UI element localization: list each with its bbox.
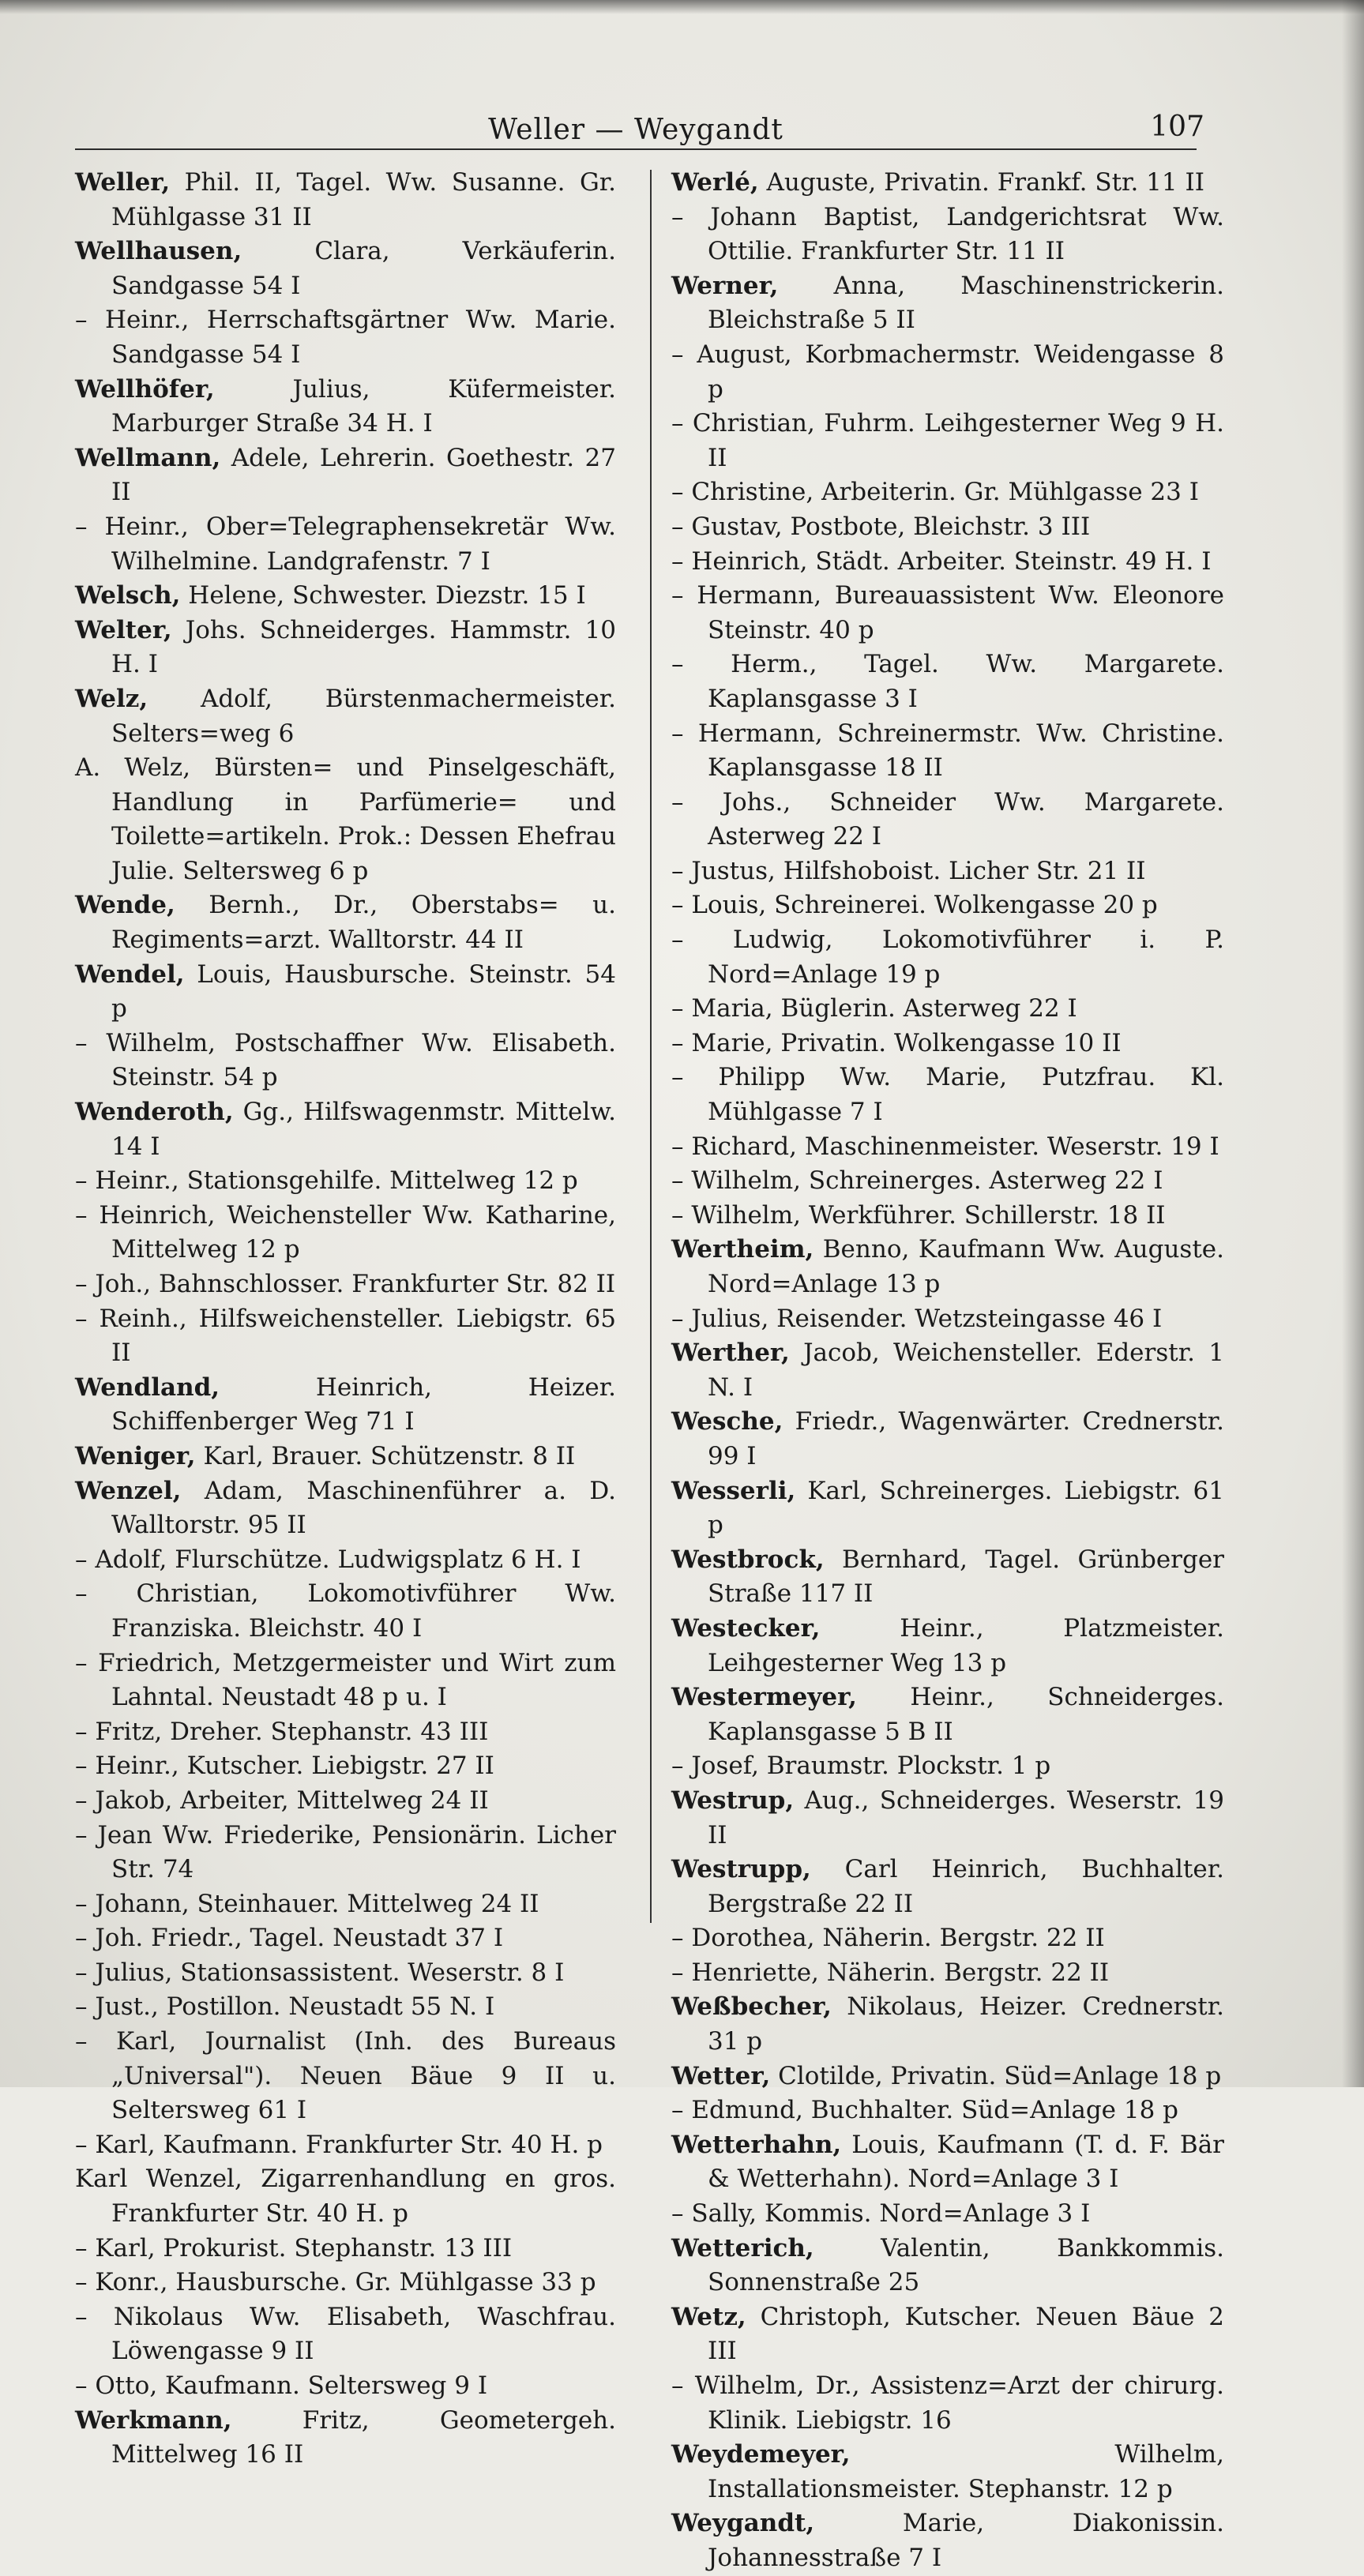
directory-entry (75, 2266, 616, 2300)
entry-details: – Christian, Lokomotivführer Ww. Franziska. Bleichstr. 40 I (75, 1579, 616, 1643)
directory-entry (75, 2300, 616, 2369)
entry-details: Marie, Diakonissin. Johannesstraße 7 I (708, 2509, 1224, 2572)
directory-entry (671, 1956, 1224, 1991)
directory-entry (75, 2232, 616, 2266)
entry-details: – Fritz, Dreher. Stephanstr. 43 III (75, 1717, 489, 1746)
entry-details: A. Welz, Bürsten= und Pinselgeschäft, Handlung in Parfümerie= und Toilette=artikeln. Prok.: Dessen Ehefrau Julie. Seltersweg 6 p (75, 753, 616, 885)
directory-entry (75, 373, 616, 441)
entry-surname: Weller, (75, 168, 171, 197)
directory-entry (671, 648, 1224, 716)
entry-details: Valentin, Bankkommis. Sonnenstraße 25 (708, 2233, 1224, 2297)
left-column (75, 166, 616, 2473)
entry-details: Bernhard, Tagel. Grünberger Straße 117 II (708, 1545, 1224, 1609)
entry-surname: Wetter, (671, 2061, 771, 2090)
directory-entry (75, 888, 616, 957)
directory-entry (671, 338, 1224, 407)
entry-surname: Wenderoth, (75, 1098, 234, 1127)
directory-entry (75, 1543, 616, 1578)
entry-details: – Ludwig, Lokomotivführer i. P. Nord=Anlage 19 p (671, 926, 1224, 989)
entry-surname: Welz, (75, 684, 148, 713)
directory-entry (671, 1784, 1224, 1853)
entry-details: Adolf, Bürstenmachermeister. Selters=weg 6 (111, 684, 616, 748)
directory-entry (75, 1095, 616, 1164)
directory-entry (671, 923, 1224, 992)
directory-entry (671, 2369, 1224, 2438)
directory-entry (671, 1199, 1224, 1234)
entry-details: – Heinr., Ober=Telegraphensekretär Ww. Wilhelmine. Landgrafenstr. 7 I (75, 512, 616, 576)
page-number: 107 (1150, 111, 1204, 143)
directory-entry (75, 1921, 616, 1956)
directory-entry (671, 854, 1224, 889)
entry-details: Heinr., Platzmeister. Leihgesterner Weg 13 p (708, 1613, 1224, 1677)
entry-details: – Jean Ww. Friederike, Pensionärin. Licher Str. 74 (75, 1820, 616, 1884)
directory-entry (75, 682, 616, 751)
entry-details: Louis, Kaufmann (T. d. F. Bär & Wetterhahn). Nord=Anlage 3 I (708, 2130, 1224, 2194)
entry-details: Benno, Kaufmann Ww. Auguste. Nord=Anlage 13 p (708, 1235, 1224, 1298)
entry-details: – Wilhelm, Postschaffner Ww. Elisabeth. Steinstr. 54 p (75, 1028, 616, 1092)
entry-details: Karl, Brauer. Schützenstr. 8 II (195, 1441, 576, 1470)
directory-entry (671, 1061, 1224, 1129)
directory-entry (75, 1715, 616, 1750)
directory-entry (75, 1749, 616, 1784)
directory-entry (75, 235, 616, 303)
entry-details: – Herm., Tagel. Ww. Margarete. Kaplansgasse 3 I (671, 650, 1224, 713)
directory-entry (671, 166, 1224, 201)
entry-details: – Joh. Friedr., Tagel. Neustadt 37 I (75, 1924, 504, 1953)
entry-details: Adam, Maschinenführer a. D. Walltorstr. 95 II (111, 1476, 616, 1540)
entry-details: – Philipp Ww. Marie, Putzfrau. Kl. Mühlgasse 7 I (671, 1063, 1224, 1127)
entry-surname: Wendland, (75, 1372, 220, 1402)
entry-details: – Hermann, Schreinermstr. Ww. Christine. Kaplansgasse 18 II (671, 719, 1224, 783)
directory-entry (75, 303, 616, 372)
entry-surname: Westrupp, (671, 1855, 811, 1884)
entry-details: Louis, Hausbursche. Steinstr. 54 p (111, 959, 616, 1023)
entry-surname: Wetterich, (671, 2233, 814, 2262)
entry-details: – Adolf, Flurschütze. Ludwigsplatz 6 H. I (75, 1545, 581, 1574)
entry-details: Gg., Hilfswagenmstr. Mittelw. 14 I (111, 1098, 616, 1161)
directory-entry (671, 1027, 1224, 1061)
entry-details: – Hermann, Bureauassistent Ww. Eleonore Steinstr. 40 p (671, 581, 1224, 644)
entry-surname: Weniger, (75, 1441, 196, 1470)
directory-entry (75, 2025, 616, 2128)
directory-entry (75, 1027, 616, 1095)
entry-details: Heinr., Schneiderges. Kaplansgasse 5 B II (708, 1683, 1224, 1746)
directory-entry (671, 888, 1224, 923)
entry-surname: Welter, (75, 615, 172, 644)
entry-details: – Wilhelm, Werkführer. Schillerstr. 18 II (671, 1200, 1166, 1230)
entry-details: – Edmund, Buchhalter. Süd=Anlage 18 p (671, 2096, 1179, 2125)
entry-details: – Karl, Kaufmann. Frankfurter Str. 40 H. p (75, 2130, 603, 2159)
entry-details: Helene, Schwester. Diezstr. 15 I (180, 581, 586, 610)
entry-details: Clara, Verkäuferin. Sandgasse 54 I (111, 237, 616, 300)
entry-details: – Josef, Braumstr. Plockstr. 1 p (671, 1752, 1051, 1781)
directory-entry (671, 1405, 1224, 1474)
directory-entry (671, 2438, 1224, 2507)
directory-entry (671, 201, 1224, 269)
entry-surname: Wertheim, (671, 1235, 814, 1264)
entry-surname: Wesserli, (671, 1476, 796, 1505)
entry-surname: Werther, (671, 1339, 790, 1368)
entry-details: – Christian, Fuhrm. Leihgesterner Weg 9 H. II (671, 409, 1224, 472)
entry-surname: Westecker, (671, 1613, 821, 1643)
entry-surname: Wenzel, (75, 1476, 182, 1505)
entry-details: – Joh., Bahnschlosser. Frankfurter Str. 82 II (75, 1270, 616, 1298)
directory-entry (75, 1371, 616, 1440)
entry-details: – Heinrich, Weichensteller Ww. Katharine, Mittelweg 12 p (75, 1200, 616, 1264)
directory-entry (671, 992, 1224, 1027)
entry-details: – Richard, Maschinenmeister. Weserstr. 19 I (671, 1132, 1219, 1161)
directory-entry (671, 1680, 1224, 1749)
entry-details: Julius, Küfermeister. Marburger Straße 34 H. I (111, 374, 616, 438)
directory-entry (671, 1749, 1224, 1784)
entry-details: – Marie, Privatin. Wolkengasse 10 II (671, 1028, 1122, 1057)
right-column (671, 166, 1224, 2576)
header-rule (75, 148, 1197, 150)
directory-entry (75, 1819, 616, 1887)
directory-entry (75, 1440, 616, 1474)
directory-entry (671, 1164, 1224, 1199)
directory-entry (671, 2300, 1224, 2369)
entry-details: – Julius, Stationsassistent. Weserstr. 8 I (75, 1958, 565, 1987)
directory-entry (75, 2404, 616, 2473)
scan-top-edge (0, 0, 1364, 14)
entry-details: – Heinr., Kutscher. Liebigstr. 27 II (75, 1752, 494, 1781)
entry-details: – Julius, Reisender. Wetzsteingasse 46 I (671, 1304, 1163, 1333)
entry-details: – Henriette, Näherin. Bergstr. 22 II (671, 1958, 1110, 1987)
entry-surname: Westbrock, (671, 1545, 825, 1574)
directory-entry (75, 1887, 616, 1922)
entry-details: Wilhelm, Installationsmeister. Stephanstr. 12 p (708, 2440, 1224, 2503)
entry-details: Johs. Schneiderges. Hammstr. 10 H. I (111, 615, 616, 679)
directory-entry (75, 2162, 616, 2231)
directory-entry (75, 1784, 616, 1819)
entry-details: Adele, Lehrerin. Goethestr. 27 II (111, 443, 616, 507)
running-title: Weller — Weygandt (488, 114, 783, 146)
entry-surname: Weßbecher, (671, 1992, 832, 2022)
entry-surname: Westrup, (671, 1786, 795, 1815)
entry-surname: Wendel, (75, 959, 185, 989)
entry-surname: Wende, (75, 891, 175, 920)
entry-surname: Wellmann, (75, 443, 221, 472)
directory-entry (671, 510, 1224, 545)
directory-entry (75, 1164, 616, 1199)
directory-entry (75, 441, 616, 510)
entry-details: Friedr., Wagenwärter. Crednerstr. 99 I (708, 1407, 1224, 1470)
entry-details: – Otto, Kaufmann. Seltersweg 9 I (75, 2371, 488, 2400)
page-header (75, 111, 1204, 148)
entry-details: Auguste, Privatin. Frankf. Str. 11 II (758, 168, 1204, 197)
entry-details: Anna, Maschinenstrickerin. Bleichstraße 5 II (708, 271, 1224, 335)
directory-entry (671, 1474, 1224, 1543)
entry-details: Fritz, Geometergeh. Mittelweg 16 II (111, 2405, 616, 2469)
entry-details: Karl Wenzel, Zigarrenhandlung en gros. Frankfurter Str. 40 H. p (75, 2165, 616, 2229)
directory-entry (671, 579, 1224, 648)
entry-surname: Werkmann, (75, 2405, 232, 2435)
entry-surname: Wetz, (671, 2302, 746, 2331)
entry-surname: Wetterhahn, (671, 2130, 842, 2159)
scan-right-edge (1342, 0, 1364, 2087)
directory-entry (75, 510, 616, 579)
entry-details: Heinrich, Heizer. Schiffenberger Weg 71 I (111, 1372, 616, 1436)
entry-details: – Dorothea, Näherin. Bergstr. 22 II (671, 1924, 1105, 1953)
entry-details: – Reinh., Hilfsweichensteller. Liebigstr. 65 II (75, 1304, 616, 1368)
entry-surname: Weydemeyer, (671, 2440, 851, 2469)
entry-details: – Christine, Arbeiterin. Gr. Mühlgasse 23 I (671, 478, 1199, 507)
entry-details: Carl Heinrich, Buchhalter. Bergstraße 22 II (708, 1855, 1224, 1918)
directory-entry (75, 1577, 616, 1646)
entry-surname: Werlé, (671, 168, 759, 197)
directory-entry (671, 269, 1224, 338)
entry-details: – Heinr., Herrschaftsgärtner Ww. Marie. Sandgasse 54 I (75, 306, 616, 369)
directory-entry (671, 1990, 1224, 2059)
entry-surname: Westermeyer, (671, 1683, 857, 1712)
directory-entry (75, 166, 616, 235)
directory-entry (75, 1647, 616, 1715)
directory-entry (671, 1543, 1224, 1612)
directory-entry (671, 1612, 1224, 1680)
directory-entry (75, 1267, 616, 1302)
entry-details: – Sally, Kommis. Nord=Anlage 3 I (671, 2199, 1091, 2229)
directory-entry (671, 786, 1224, 854)
entry-details: Jacob, Weichensteller. Ederstr. 1 N. I (708, 1339, 1224, 1402)
directory-entry (75, 1474, 616, 1543)
entry-details: – Karl, Prokurist. Stephanstr. 13 III (75, 2233, 513, 2262)
directory-entry (75, 614, 616, 682)
entry-details: – Karl, Journalist (Inh. des Bureaus „Universal"). Neuen Bäue 9 II u. Seltersweg 61 I (75, 2027, 616, 2125)
directory-entry (671, 1302, 1224, 1337)
entry-details: – Wilhelm, Schreinerges. Asterweg 22 I (671, 1166, 1163, 1196)
column-divider (650, 170, 652, 1923)
directory-entry (75, 2369, 616, 2404)
directory-entry (671, 1921, 1224, 1956)
entry-details: – Heinrich, Städt. Arbeiter. Steinstr. 49 H. I (671, 546, 1212, 576)
entry-details: Christoph, Kutscher. Neuen Bäue 2 III (708, 2302, 1224, 2366)
entry-details: – Friedrich, Metzgermeister und Wirt zum Lahntal. Neustadt 48 p u. I (75, 1648, 616, 1712)
entry-details: – Louis, Schreinerei. Wolkengasse 20 p (671, 891, 1158, 920)
entry-details: Karl, Schreinerges. Liebigstr. 61 p (708, 1476, 1224, 1540)
directory-entry (671, 475, 1224, 510)
directory-entry (671, 1853, 1224, 1921)
directory-entry (75, 751, 616, 888)
entry-details: – Just., Postillon. Neustadt 55 N. I (75, 1992, 495, 2022)
entry-details: Aug., Schneiderges. Weserstr. 19 II (708, 1786, 1224, 1849)
directory-entry (671, 1336, 1224, 1405)
entry-details: – Justus, Hilfshoboist. Licher Str. 21 II (671, 856, 1146, 885)
directory-entry (75, 1956, 616, 1991)
entry-details: – Johann Baptist, Landgerichtsrat Ww. Ottilie. Frankfurter Str. 11 II (671, 202, 1224, 266)
entry-details: Bernh., Dr., Oberstabs= u. Regiments=arzt. Walltorstr. 44 II (111, 891, 616, 955)
directory-entry (671, 717, 1224, 786)
entry-surname: Wellhöfer, (75, 374, 215, 404)
directory-entry (75, 2128, 616, 2163)
directory-entry (671, 545, 1224, 580)
directory-entry (75, 1199, 616, 1267)
directory-entry (75, 1302, 616, 1371)
entry-surname: Wellhausen, (75, 237, 242, 266)
directory-entry (671, 1130, 1224, 1165)
directory-entry (671, 407, 1224, 475)
entry-surname: Wesche, (671, 1407, 783, 1436)
entry-details: – Gustav, Postbote, Bleichstr. 3 III (671, 512, 1091, 541)
directory-entry (75, 958, 616, 1027)
entry-details: – Heinr., Stationsgehilfe. Mittelweg 12 p (75, 1166, 578, 1196)
entry-details: – Jakob, Arbeiter, Mittelweg 24 II (75, 1786, 489, 1815)
entry-surname: Werner, (671, 271, 779, 300)
directory-entry (75, 579, 616, 614)
entry-surname: Weygandt, (671, 2509, 815, 2538)
directory-entry (671, 2060, 1224, 2094)
directory-entry (671, 2232, 1224, 2300)
directory-entry (75, 1990, 616, 2025)
entry-details: – Maria, Büglerin. Asterweg 22 I (671, 994, 1077, 1023)
entry-details: – Nikolaus Ww. Elisabeth, Waschfrau. Löwengasse 9 II (75, 2302, 616, 2366)
directory-entry (671, 1233, 1224, 1301)
directory-entry (671, 2128, 1224, 2197)
entry-details: – Johs., Schneider Ww. Margarete. Asterweg 22 I (671, 787, 1224, 851)
entry-details: Clotilde, Privatin. Süd=Anlage 18 p (770, 2061, 1222, 2090)
entry-details: Nikolaus, Heizer. Crednerstr. 31 p (708, 1992, 1224, 2056)
directory-entry (671, 2093, 1224, 2128)
directory-entry (671, 2197, 1224, 2232)
entry-details: Phil. II, Tagel. Ww. Susanne. Gr. Mühlgasse 31 II (111, 168, 616, 231)
entry-details: – Konr., Hausbursche. Gr. Mühlgasse 33 p (75, 2268, 596, 2297)
entry-surname: Welsch, (75, 581, 181, 610)
entry-details: – Johann, Steinhauer. Mittelweg 24 II (75, 1889, 539, 1918)
directory-entry (671, 2507, 1224, 2575)
entry-details: – August, Korbmachermstr. Weidengasse 8 p (671, 340, 1224, 404)
entry-details: – Wilhelm, Dr., Assistenz=Arzt der chirurg. Klinik. Liebigstr. 16 (671, 2371, 1224, 2435)
